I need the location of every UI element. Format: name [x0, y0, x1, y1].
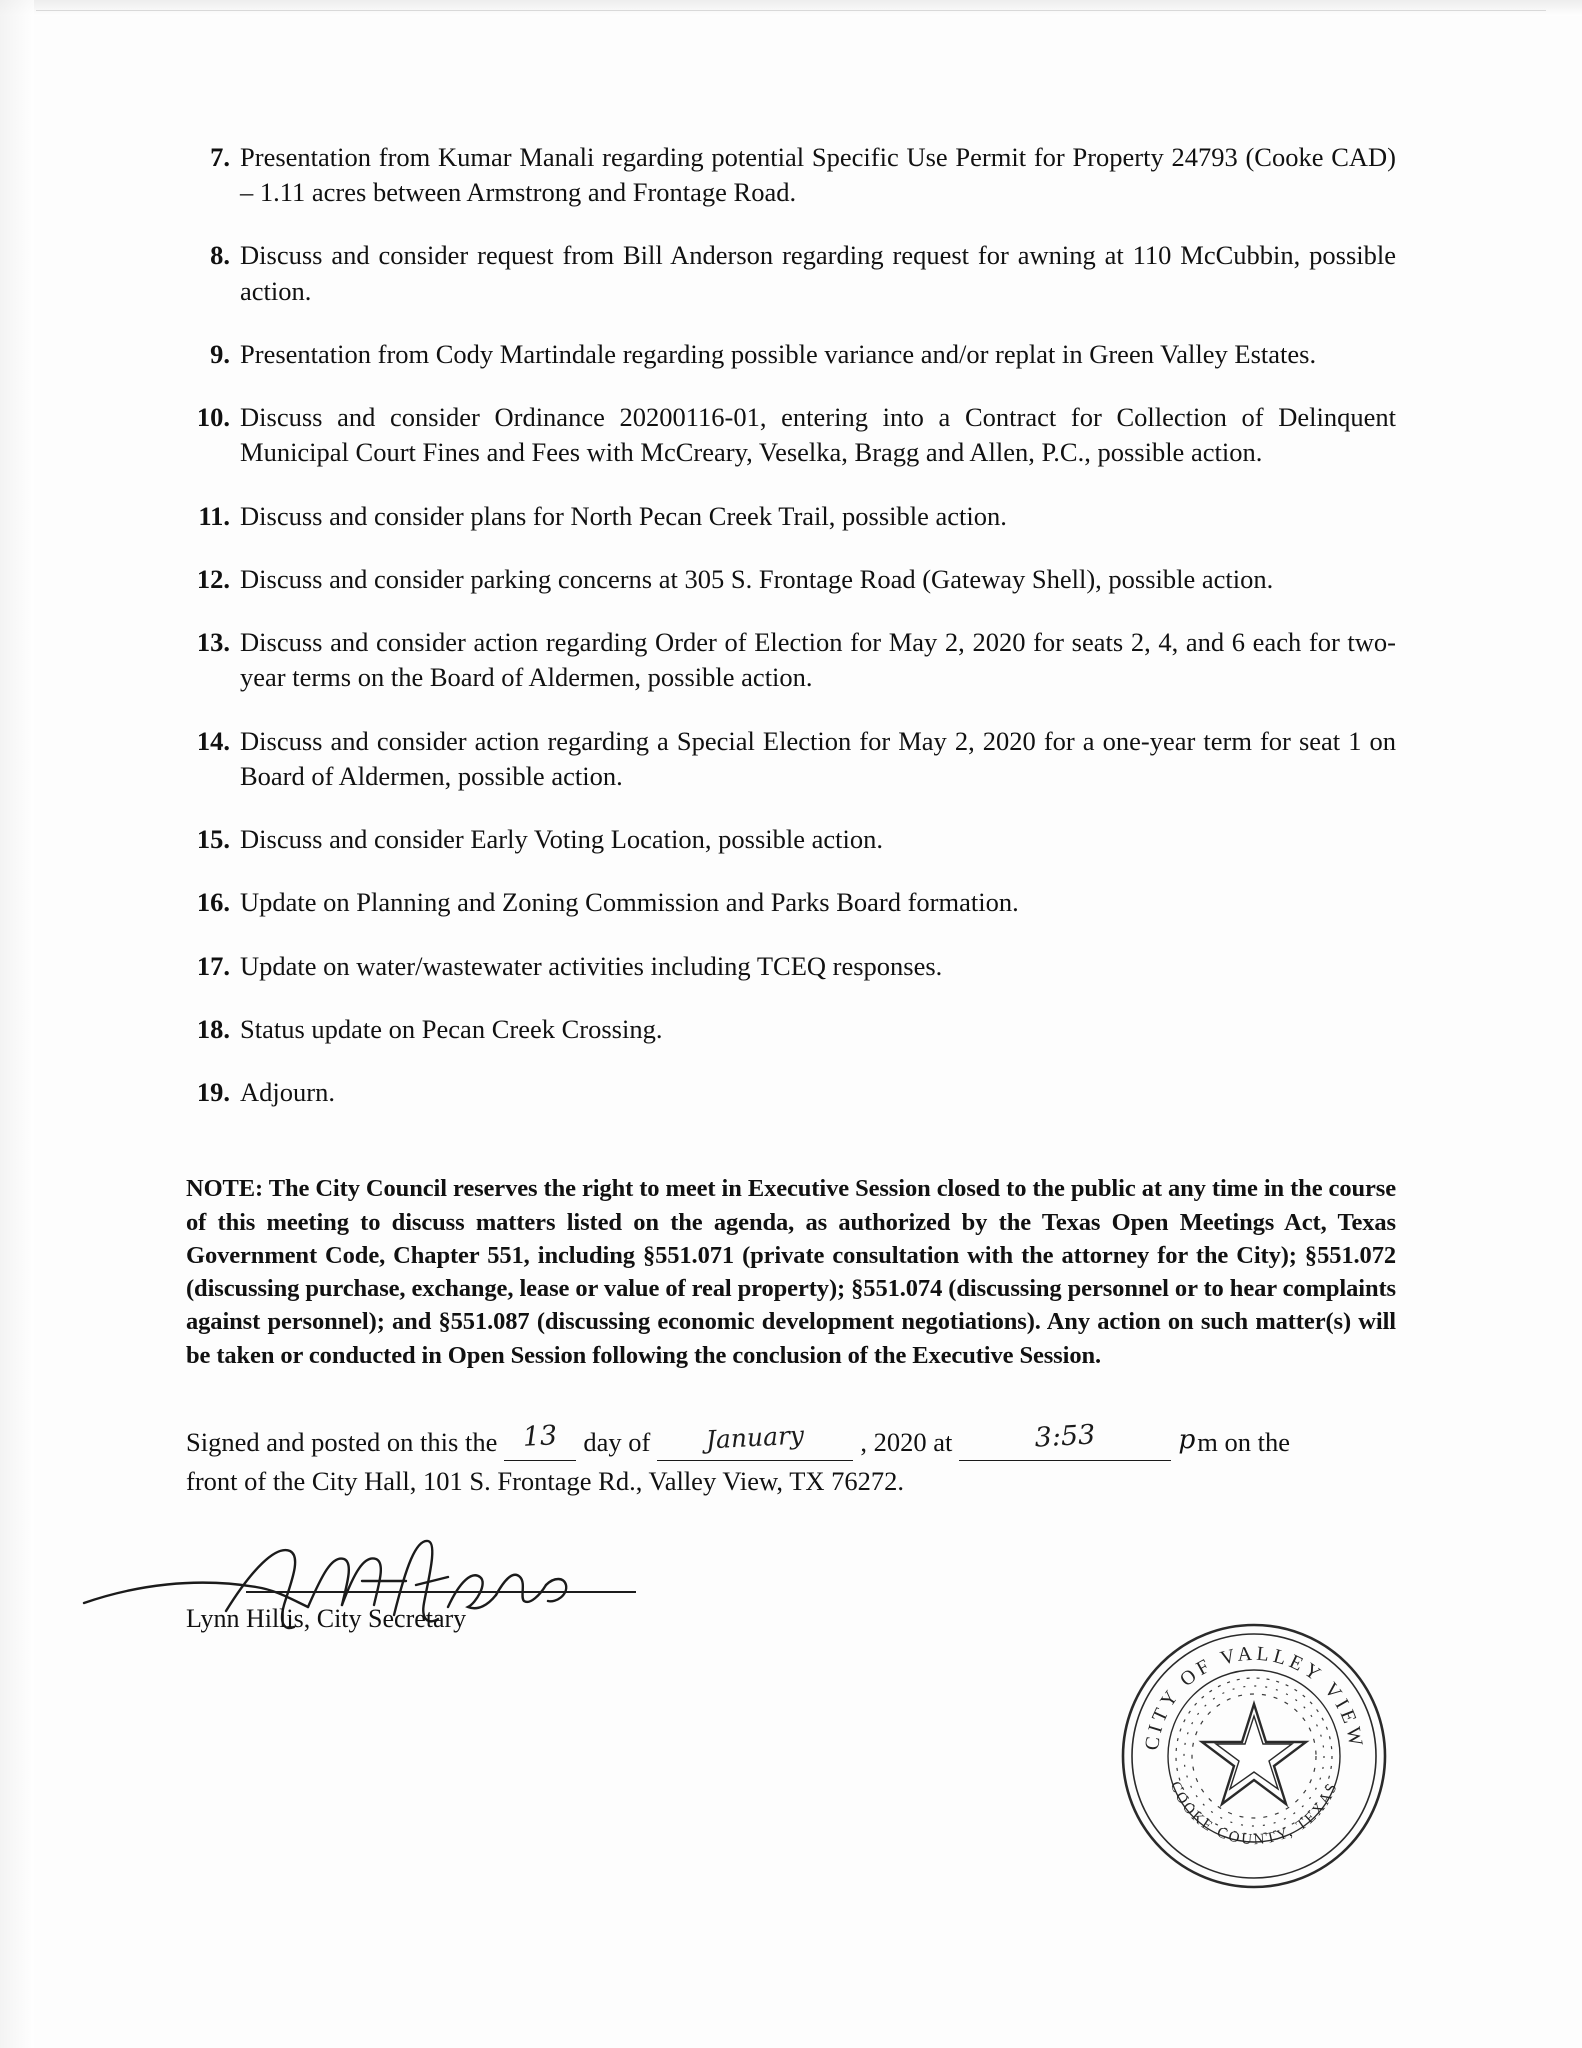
signature-date-line [186, 1419, 1396, 1461]
signature-block [186, 1419, 1396, 1634]
agenda-item [186, 822, 1396, 857]
agenda-item-text: Discuss and consider action regarding a Special Election for May 2, 2020 for a one-year term for seat 1 on Board of Aldermen, possible action. [240, 725, 1396, 791]
agenda-item-text: Discuss and consider Ordinance 20200116-01, entering into a Contract for Collection of Delinquent Municipal Court Fines and Fees with McCreary, Veselka, Bragg and Allen, P.C., possible action. [240, 402, 1396, 468]
agenda-item [186, 140, 1396, 210]
agenda-item-number: 18. [196, 1013, 230, 1044]
agenda-item-text: Update on water/wastewater activities including TCEQ responses. [240, 950, 943, 981]
agenda-item [186, 724, 1396, 794]
executive-session-note: NOTE: The City Council reserves the right to meet in Executive Session closed to the public at any time in the course of this meeting to discuss matters listed on the agenda, as authorized by the Texas Open Meetings Act, Texas Government Code, Chapter 551, including §551.071 (private consultation with the attorney for the City); §551.072 (discussing purchase, exchange, lease or value of real property); §551.074 (discussing personnel or to hear complaints against personnel); and §551.087 (discussing economic development negotiations). Any action on such matter(s) will be taken or conducted in Open Session following the conclusion of the Executive Session. [186, 1175, 1396, 1369]
agenda-item-number: 12. [196, 563, 230, 594]
agenda-item [186, 238, 1396, 308]
agenda-item-text: Update on Planning and Zoning Commission and Parks Board formation. [240, 887, 1019, 918]
month-handwritten: January [705, 1420, 806, 1455]
agenda-item-text: Presentation from Kumar Manali regarding potential Specific Use Permit for Property 24793 (Cooke CAD) – 1.11 acres between Armstrong and Frontage Road. [240, 142, 1396, 208]
agenda-item-number: 17. [196, 950, 230, 981]
agenda-item [186, 1012, 1396, 1047]
agenda-item-number: 10. [196, 402, 230, 433]
agenda-item-text: Status update on Pecan Creek Crossing. [240, 1013, 663, 1044]
agenda-item-number: 8. [210, 240, 230, 271]
agenda-item-text: Presentation from Cody Martindale regarding possible variance and/or replat in Green Valley Estates. [240, 338, 1317, 369]
agenda-item [186, 400, 1396, 470]
agenda-item [186, 499, 1396, 534]
day-blank [504, 1420, 576, 1461]
scan-artifact-line [36, 10, 1546, 11]
day-handwritten: 13 [522, 1420, 559, 1454]
seal-bottom-text: COOKE COUNTY, TEXAS [1166, 1779, 1342, 1849]
time-handwritten: 3:53 [1034, 1419, 1097, 1454]
agenda-item [186, 625, 1396, 695]
agenda-item [186, 1075, 1396, 1110]
svg-text:COOKE COUNTY, TEXAS [1167, 1779, 1342, 1848]
document-body [186, 140, 1396, 1634]
ampm-handwritten: p [1178, 1424, 1196, 1456]
signature-location-line: front of the City Hall, 101 S. Frontage Rd., Valley View, TX 76272. [186, 1465, 905, 1496]
agenda-item-number: 14. [196, 725, 230, 756]
agenda-item-number: 11. [198, 500, 230, 531]
agenda-item-number: 15. [196, 824, 230, 855]
agenda-item [186, 337, 1396, 372]
agenda-item-number: 13. [196, 627, 230, 658]
city-seal [1120, 1622, 1388, 1890]
agenda-item-text: Discuss and consider request from Bill Anderson regarding request for awning at 110 McCubbin, possible action. [240, 240, 1396, 306]
signature-rule [246, 1591, 636, 1593]
agenda-item-number: 16. [196, 887, 230, 918]
signer-name: Lynn Hillis, City Secretary [186, 1604, 467, 1634]
signed-prefix-text: Signed and posted on this the [186, 1427, 498, 1458]
agenda-item-number: 9. [210, 338, 230, 369]
agenda-item [186, 949, 1396, 984]
scan-artifact-left [0, 0, 34, 2048]
agenda-item-text: Discuss and consider parking concerns at 305 S. Frontage Road (Gateway Shell), possible action. [240, 563, 1274, 594]
month-blank [657, 1420, 853, 1461]
agenda-item-number: 7. [210, 142, 230, 172]
agenda-item [186, 885, 1396, 920]
scan-artifact-top [0, 0, 1582, 16]
signed-suffix-text: m on the [1197, 1427, 1291, 1458]
day-label: day of [583, 1427, 651, 1458]
agenda-item-text: Adjourn. [240, 1076, 335, 1107]
agenda-list [186, 140, 1396, 1110]
seal-top-text: CITY OF VALLEY VIEW [1140, 1642, 1368, 1752]
agenda-item-text: Discuss and consider action regarding Order of Election for May 2, 2020 for seats 2, 4, and 6 each for two-year terms on the Board of Aldermen, possible action. [240, 627, 1396, 693]
year-text: , 2020 at [860, 1427, 953, 1458]
time-blank [959, 1419, 1171, 1461]
agenda-item-text: Discuss and consider Early Voting Location, possible action. [240, 824, 884, 855]
agenda-item-number: 19. [196, 1076, 230, 1107]
star-icon [1202, 1704, 1306, 1804]
agenda-item-text: Discuss and consider plans for North Pecan Creek Trail, possible action. [240, 500, 1007, 531]
agenda-item [186, 562, 1396, 597]
signature-area [186, 1505, 1396, 1634]
